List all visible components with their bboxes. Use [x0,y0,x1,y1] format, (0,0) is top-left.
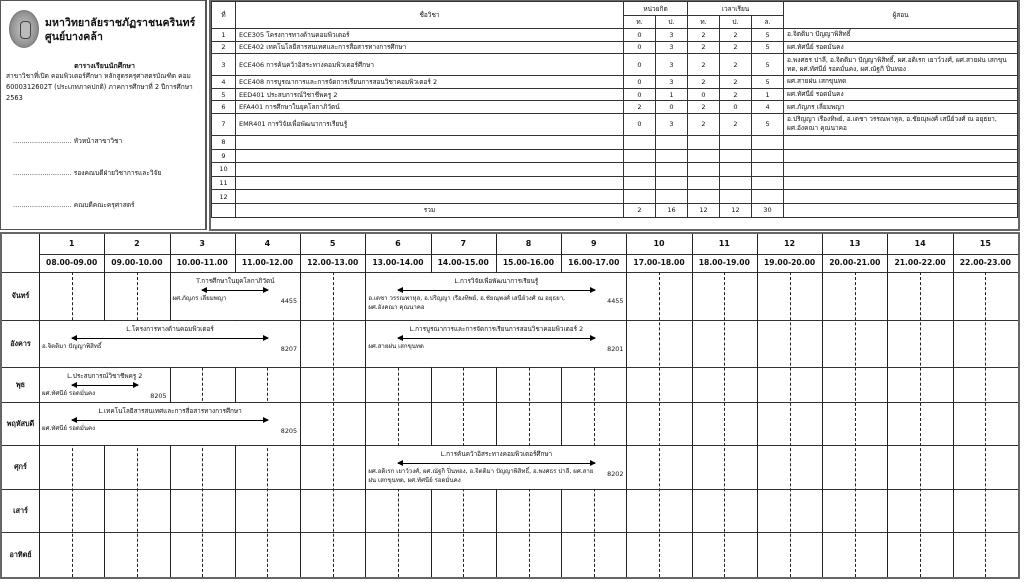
duration-arrow-icon [72,338,269,339]
hour-self-study [752,149,784,163]
grid-line [692,234,693,577]
slot-time: 16.00-17.00 [568,258,620,267]
grid-half-hour-line [724,272,725,577]
day-label: จันทร์ [11,291,30,300]
class-name: L.โครงการทางด้านคอมพิวเตอร์ [126,325,214,333]
course-row [212,163,1018,177]
hour-theory: 2 [688,41,720,54]
course-no: 10 [212,163,236,177]
credit-practice: 3 [656,29,688,42]
slot-time: 18.00-19.00 [698,258,750,267]
signature-dots: ............................ [13,137,72,145]
duration-arrow-icon [202,290,268,291]
course-name [236,163,624,177]
university-seal-icon [9,10,39,48]
course-teacher: ผศ.สายฝน เสกขุนทด [784,76,1018,89]
hour-theory: 0 [688,88,720,101]
day-label: พฤหัสบดี [6,419,35,428]
course-name: EED401 ประสบการณ์วิชาชีพครู 2 [236,88,624,101]
course-row [212,113,1018,135]
header-course-name: ชื่อวิชา [236,2,624,29]
credit-practice: 0 [656,101,688,114]
credit-practice [656,190,688,204]
grid-line [822,234,823,577]
grid-line [39,254,1018,255]
credit-practice: 3 [656,41,688,54]
credit-practice: 1 [656,88,688,101]
hour-theory [688,135,720,149]
hour-self-study [752,135,784,149]
slot-number: 4 [264,239,271,248]
hour-self-study: 5 [752,113,784,135]
slot-time: 17.00-18.00 [633,258,685,267]
credit-theory: 2 [624,101,656,114]
credit-theory: 0 [624,76,656,89]
course-name [236,176,624,190]
class-name: L.การค้นคว้าอิสระทางคอมพิวเตอร์ศึกษา [440,450,553,458]
grid-half-hour-line [659,272,660,577]
hour-theory [688,163,720,177]
header-credit-practice: ป. [656,16,688,29]
duration-arrow-icon [72,420,269,421]
hour-theory: 2 [688,113,720,135]
course-row [212,29,1018,42]
class-name: L.ประสบการณ์วิชาชีพครู 2 [67,372,143,380]
day-label: อังคาร [10,339,31,348]
credit-practice: 3 [656,113,688,135]
class-block [40,368,170,402]
day-label: เสาร์ [13,506,28,515]
hour-self-study [752,190,784,204]
course-teacher [784,149,1018,163]
class-name: L.การบูรณาการและการจัดการเรียนการสอนวิชาคอมพิวเตอร์ 2 [409,325,584,333]
course-name: ECE408 การบูรณาการและการจัดการเรียนการสอนวิชาคอมพิวเตอร์ 2 [236,76,624,89]
university-name: มหาวิทยาลัยราชภัฏราชนครินทร์ [45,17,196,29]
slot-number: 7 [460,239,467,248]
hour-practice: 2 [720,88,752,101]
class-name: L.การวิจัยเพื่อพัฒนาการเรียนรู้ [454,277,539,285]
total-label: รวม [236,203,624,217]
total-credit-practice: 16 [656,203,688,217]
header-hour-self-study: ล. [752,16,784,29]
course-name [236,190,624,204]
course-row [212,76,1018,89]
hour-theory: 2 [688,54,720,76]
day-label: พุธ [15,380,26,389]
course-name: ECE406 การค้นคว้าอิสระทางคอมพิวเตอร์ศึกษา [236,54,624,76]
class-room: 8205 [280,427,298,435]
course-no: 11 [212,176,236,190]
course-table-grid [211,1,1018,218]
info-panel [0,0,207,230]
course-no: 6 [212,101,236,114]
course-row [212,101,1018,114]
header-hour-practice: ป. [720,16,752,29]
day-label: ศุกร์ [14,462,27,471]
hour-self-study: 5 [752,41,784,54]
course-name: EFA401 การศึกษาในยุคโลกาภิวัตน์ [236,101,624,114]
weekly-schedule-grid [0,232,1020,579]
signature-role: คณบดีคณะครุศาสตร์ [73,201,135,209]
day-label: อาทิตย์ [9,550,32,559]
hour-practice [720,135,752,149]
signature-line-head-of-department [13,135,122,146]
header-credit-theory: ท. [624,16,656,29]
credit-theory: 0 [624,29,656,42]
hour-practice: 2 [720,113,752,135]
grid-line [2,532,1018,533]
signature-dots: ............................ [13,169,72,177]
course-name: EMR401 การวิจัยเพื่อพัฒนาการเรียนรู้ [236,113,624,135]
hour-theory: 2 [688,101,720,114]
course-teacher: ผศ.ภัญภร เลี่ยมพญา [784,101,1018,114]
course-teacher [784,135,1018,149]
campus-name: ศูนย์บางคล้า [45,31,103,43]
class-teacher: ผศ.ทัศนีย์ รอดมั่นคง [42,390,96,397]
credit-practice [656,176,688,190]
hour-practice: 0 [720,101,752,114]
class-block [40,403,300,445]
signature-line-dean [13,199,135,210]
hour-self-study: 5 [752,54,784,76]
slot-number: 15 [979,239,991,248]
hour-practice: 2 [720,29,752,42]
course-name [236,135,624,149]
credit-theory [624,163,656,177]
schedule-title: ตารางเรียนนักศึกษา [74,62,135,70]
grid-line [757,234,758,577]
total-hour-self-study: 30 [752,203,784,217]
class-block [40,321,300,367]
course-row [212,54,1018,76]
course-teacher: อ.จิตติมา ปัญญาพิสิทธิ์ [784,29,1018,42]
total-teacher-blank [784,203,1018,217]
total-blank [212,203,236,217]
course-row [212,176,1018,190]
grid-line [626,234,627,577]
grid-line [887,234,888,577]
class-room: 4455 [280,297,298,305]
header-hour-theory: ท. [688,16,720,29]
slot-time: 11.00-12.00 [241,258,294,267]
course-no: 1 [212,29,236,42]
course-no: 2 [212,41,236,54]
header-teacher: ผู้สอน [784,2,1018,29]
total-credit-theory: 2 [624,203,656,217]
total-hour-practice: 12 [720,203,752,217]
duration-arrow-icon [398,338,595,339]
class-block [366,321,626,367]
course-name: ECE305 โครงการทางด้านคอมพิวเตอร์ [236,29,624,42]
hour-practice [720,176,752,190]
slot-number: 8 [525,239,532,248]
header-hours: เวลาเรียน [688,2,784,16]
signature-role: รองคณบดีฝ่ายวิชาการและวิจัย [73,169,162,177]
slot-time: 10.00-11.00 [176,258,228,267]
slot-number: 6 [395,239,401,248]
grid-line [953,234,954,577]
hour-practice [720,149,752,163]
slot-number: 3 [199,239,205,248]
hour-theory: 2 [688,76,720,89]
duration-arrow-icon [398,290,595,291]
credit-practice [656,149,688,163]
class-block [171,273,301,320]
total-hour-theory: 12 [688,203,720,217]
credit-theory [624,176,656,190]
course-row [212,41,1018,54]
hour-theory [688,176,720,190]
credit-practice [656,163,688,177]
course-no: 8 [212,135,236,149]
course-row [212,135,1018,149]
slot-time: 19.00-20.00 [763,258,816,267]
slot-time: 14.00-15.00 [437,258,489,267]
class-teacher: ผศ.อดิเรก เยาว์วงศ์, ผศ.ณัฐกิ ปิ่นทอง, อ.จิตติมา ปัญญาพิสิทธิ์, อ.พงศธร ปาลี, ผศ.สายฝน เสกขุนทด, ผศ.ทัศนีย์ รอดมั่นคง [368,468,594,484]
hour-self-study [752,163,784,177]
class-name: T.การศึกษาในยุคโลกาภิวัตน์ [196,277,275,285]
slot-number: 10 [653,239,665,248]
class-room: 8202 [607,470,624,478]
course-teacher [784,176,1018,190]
program-description: สาขาวิชาที่เปิด คอมพิวเตอร์ศึกษา หลักสูตรครุศาสตรบัณฑิต คอม 6000312602T (ประเภทภาคปกติ) ภาคการศึกษาที่ 2 ปีการศึกษา 2563 [6,72,193,102]
slot-time: 13.00-14.00 [372,258,424,267]
grid-half-hour-line [855,272,856,577]
grid-half-hour-line [333,272,334,577]
class-teacher: ผศ.สายฝน เสกขุนทด [368,343,424,350]
grid-line [2,489,1018,490]
class-room: 4455 [607,297,624,305]
course-teacher: อ.พงศธร ปาลี, อ.จิตติมา ปัญญาพิสิทธิ์, ผศ.อดิเรก เยาว์วงศ์, ผศ.สายฝน เสกขุนทด, ผศ.ทัศนีย์ รอดมั่นคง, ผศ.ณัฐกิ ปิ่นทอง [784,54,1018,76]
credit-theory [624,190,656,204]
grid-half-hour-line [985,272,986,577]
signature-role: หัวหน้าสาขาวิชา [73,137,123,145]
signature-dots: ............................ [13,201,72,209]
course-teacher: ผศ.ทัศนีย์ รอดมั่นคง [784,88,1018,101]
class-room: 8205 [150,392,167,400]
slot-number: 9 [590,239,597,248]
course-teacher [784,163,1018,177]
slot-time: 22.00-23.00 [959,258,1011,267]
course-no: 4 [212,76,236,89]
class-room: 8207 [280,345,298,353]
grid-half-hour-line [920,272,921,577]
slot-time: 12.00-13.00 [307,258,359,267]
credit-practice: 3 [656,54,688,76]
slot-number: 14 [914,239,926,248]
class-block [366,273,626,320]
slot-number: 1 [68,239,75,248]
hour-practice: 2 [720,41,752,54]
course-row [212,149,1018,163]
grid-half-hour-line [790,272,791,577]
credit-theory: 0 [624,41,656,54]
course-no: 12 [212,190,236,204]
credit-theory: 0 [624,113,656,135]
hour-theory: 2 [688,29,720,42]
course-no: 5 [212,88,236,101]
course-teacher: ผศ.ทัศนีย์ รอดมั่นคง [784,41,1018,54]
hour-practice [720,163,752,177]
class-teacher: อ.จิตติมา ปัญญาพิสิทธิ์ [42,343,102,350]
grid-line [300,234,301,577]
slot-number: 13 [849,239,861,248]
slot-time: 21.00-22.00 [894,258,946,267]
hour-theory [688,190,720,204]
class-room: 8201 [607,345,624,353]
hour-self-study: 5 [752,29,784,42]
course-name: ECE402 เทคโนโลยีสารสนเทศและการสื่อสารทางการศึกษา [236,41,624,54]
hour-practice [720,190,752,204]
credit-practice: 3 [656,76,688,89]
hour-practice: 2 [720,76,752,89]
slot-number: 2 [134,239,140,248]
duration-arrow-icon [72,385,138,386]
duration-arrow-icon [398,463,595,464]
hour-self-study: 5 [752,76,784,89]
slot-time: 15.00-16.00 [502,258,555,267]
header-no: ที่ [212,2,236,29]
course-no: 3 [212,54,236,76]
total-row [212,203,1018,217]
course-name [236,149,624,163]
hour-self-study: 4 [752,101,784,114]
course-table [209,0,1020,231]
slot-number: 5 [329,239,336,248]
hour-theory [688,149,720,163]
course-no: 7 [212,113,236,135]
hour-self-study: 1 [752,88,784,101]
credit-theory: 0 [624,54,656,76]
credit-theory [624,149,656,163]
class-teacher: ผศ.ทัศนีย์ รอดมั่นคง [42,425,96,432]
credit-practice [656,135,688,149]
slot-time: 09.00-10.00 [111,258,163,267]
class-name: L.เทคโนโลยีสารสนเทศและการสื่อสารทางการศึกษา [98,407,242,415]
course-row [212,88,1018,101]
class-teacher: ผศ.ภัญภร เลี่ยมพญา [172,295,227,302]
credit-theory: 0 [624,88,656,101]
course-no: 9 [212,149,236,163]
slot-number: 12 [783,239,796,248]
course-teacher [784,190,1018,204]
header-credits: หน่วยกิต [624,2,688,16]
hour-self-study [752,176,784,190]
course-row [212,190,1018,204]
signature-line-deputy-dean [13,167,161,178]
slot-time: 08.00-09.00 [46,258,98,267]
hour-practice: 2 [720,54,752,76]
slot-number: 11 [718,239,730,248]
slot-time: 20.00-21.00 [829,258,881,267]
class-block [366,446,626,489]
credit-theory [624,135,656,149]
class-teacher: อ.เดชา วรรณพาหุล, อ.ปริญญา เรืองทิพย์, อ.ชัยณุพงศ์ เสนีย์วงศ์ ณ อยุธยา, ผศ.อังคณา คุณนาคอ [368,295,566,311]
course-teacher: อ.ปริญญา เรืองทิพย์, อ.เดชา วรรณพาหุล, อ.ชัยณุพงศ์ เสนีย์วงศ์ ณ อยุธยา, ผศ.อังคณา คุณนาคอ [784,113,1018,135]
